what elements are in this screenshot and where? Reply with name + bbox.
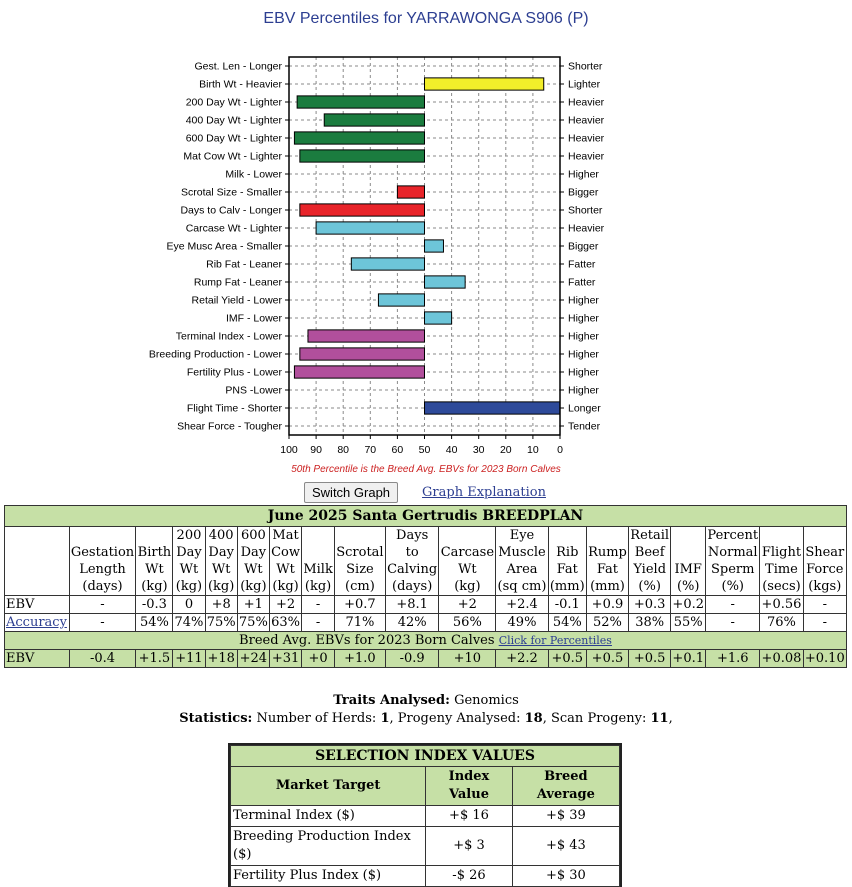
x-tick-label: 10: [527, 444, 539, 456]
index-breed-average: +$ 43: [512, 827, 619, 866]
trait-label-right: Lighter: [568, 78, 601, 91]
accuracy-value: 76%: [760, 614, 803, 632]
breed-avg-value: +0.08: [761, 651, 802, 666]
scan-label: Scan Progeny:: [551, 711, 647, 726]
trait-label-right: Heavier: [568, 132, 605, 145]
ebv-value: +8.1: [385, 596, 439, 614]
chart-footnote: 50th Percentile is the Breed Avg. EBVs for 2023 Born Calves: [291, 464, 561, 475]
ebv-column-header: Carcase Wt (kg): [439, 527, 496, 596]
ebv-column-header: 200 Day Wt (kg): [173, 527, 205, 596]
accuracy-value: 75%: [206, 615, 236, 630]
trait-label-right: Fatter: [568, 276, 596, 289]
breed-avg-value: +0.5: [548, 650, 586, 668]
bar: [397, 186, 424, 198]
ebv-row-label: EBV: [5, 596, 70, 614]
trait-label-left: Retail Yield - Lower: [191, 294, 282, 307]
index-target: Fertility Plus Index ($): [231, 866, 426, 887]
accuracy-value: 74%: [174, 615, 204, 630]
bar: [300, 348, 425, 360]
selection-index-row: [231, 827, 620, 866]
bar: [425, 240, 444, 252]
ebv-value: +0.9: [586, 596, 628, 614]
trait-label-right: Heavier: [568, 96, 605, 109]
trait-label-left: Rib Fat - Leaner: [206, 258, 282, 271]
index-target: Terminal Index ($): [231, 806, 426, 827]
accuracy-value: 71%: [335, 614, 386, 632]
ebv-row: [5, 596, 847, 614]
ebv-value: -0.3: [136, 596, 173, 614]
statistics: Statistics: Number of Herds: 1, Progeny Analysed: 18, Scan Progeny: 11,: [179, 711, 673, 726]
accuracy-value: 63%: [271, 615, 301, 630]
ebv-column-header: Flight Time (secs): [760, 527, 803, 596]
col-market-target: Market Target: [231, 767, 426, 806]
trait-label-right: Higher: [568, 384, 599, 397]
breed-avg-value: +0.10: [804, 651, 845, 666]
x-tick-label: 20: [499, 444, 512, 456]
ebv-value: -0.1: [548, 596, 586, 614]
trait-label-right: Bigger: [568, 240, 599, 253]
index-breed-average: +$ 39: [512, 806, 619, 827]
x-tick-label: 40: [445, 444, 458, 456]
trait-label-left: Shear Force - Tougher: [177, 420, 282, 433]
trait-label-left: 400 Day Wt - Lighter: [185, 114, 282, 127]
ebv-column-header: Gestation Length (days): [69, 527, 136, 596]
percentiles-link[interactable]: Click for Percentiles: [498, 634, 612, 647]
accuracy-value: 75%: [238, 615, 268, 630]
accuracy-row: [5, 614, 847, 632]
col-breed-average: Breed Average: [512, 767, 619, 806]
accuracy-value: 54%: [548, 614, 586, 632]
ebv-table-title: June 2025 Santa Gertrudis BREEDPLAN: [5, 506, 847, 527]
breed-avg-value: -0.9: [385, 650, 439, 668]
breed-avg-value: +11: [173, 650, 205, 668]
traits-analysed: [0, 693, 852, 708]
index-target: Breeding Production Index ($): [231, 827, 426, 866]
accuracy-value: 52%: [586, 614, 628, 632]
ebv-column-header: Days to Calving (days): [387, 528, 438, 594]
trait-label-left: Scrotal Size - Smaller: [181, 186, 282, 199]
x-tick-label: 0: [557, 444, 563, 456]
accuracy-value: 55%: [671, 614, 706, 632]
trait-label-left: Breeding Production - Lower: [148, 348, 282, 361]
ebv-column-header: IMF (%): [671, 527, 706, 596]
breed-avg-value: -0.4: [69, 650, 136, 668]
trait-label-left: 600 Day Wt - Lighter: [185, 132, 282, 145]
ebv-column-header: Percent Normal Sperm (%): [707, 528, 759, 594]
ebv-value: +0.7: [335, 596, 386, 614]
breed-avg-row-label: EBV: [5, 650, 70, 668]
ebv-column-header: Mat Cow Wt (kg): [271, 528, 301, 594]
chart-controls: [304, 481, 546, 503]
ebv-column-header: Rib Fat (mm): [548, 527, 586, 596]
breed-avg-value: +10: [439, 650, 496, 668]
breed-avg-title: [5, 632, 847, 650]
trait-label-left: Carcase Wt - Lighter: [185, 222, 282, 235]
ebv-value: -: [803, 596, 846, 614]
scan-value: 11: [650, 711, 669, 726]
x-tick-label: 80: [337, 444, 350, 456]
bar: [425, 402, 561, 414]
ebv-value: -: [706, 596, 760, 614]
index-value: -$ 26: [426, 866, 513, 887]
trait-label-left: Gest. Len - Longer: [194, 60, 282, 73]
breed-avg-title-row: [5, 632, 847, 650]
bar: [300, 204, 425, 216]
ebv-value: +0.3: [629, 596, 671, 614]
trait-label-right: Higher: [568, 168, 599, 181]
accuracy-value: -: [302, 614, 335, 632]
trait-label-right: Higher: [568, 330, 599, 343]
trait-label-left: Birth Wt - Heavier: [199, 78, 282, 91]
trait-label-left: IMF - Lower: [225, 312, 282, 325]
accuracy-value: 38%: [629, 614, 671, 632]
trait-label-right: Higher: [568, 294, 599, 307]
traits-analysed-label: Traits Analysed:: [333, 693, 450, 708]
index-value: +$ 3: [426, 827, 513, 866]
breed-avg-value: +0.5: [586, 650, 628, 668]
trait-label-left: Days to Calv - Longer: [180, 204, 282, 217]
accuracy-value: 54%: [136, 614, 173, 632]
bar: [378, 294, 424, 306]
ebv-value: +8: [205, 596, 237, 614]
x-tick-label: 70: [364, 444, 377, 456]
accuracy-value: 42%: [385, 614, 439, 632]
x-tick-label: 90: [310, 444, 322, 456]
trait-label-right: Higher: [568, 348, 599, 361]
bar: [425, 312, 452, 324]
herds-label: Number of Herds:: [256, 711, 377, 726]
col-index-value: Index Value: [426, 767, 513, 806]
ebv-table: [4, 505, 847, 668]
breed-avg-value: +2.2: [496, 650, 548, 668]
graph-explanation-link[interactable]: Graph Explanation: [422, 484, 546, 500]
bar: [308, 330, 425, 342]
ebv-value: +0.2: [672, 597, 704, 612]
progeny-value: 18: [524, 711, 543, 726]
ebv-title-row: [5, 506, 847, 527]
bar: [425, 78, 544, 90]
trait-label-right: Heavier: [568, 222, 605, 235]
accuracy-row-label: [5, 614, 70, 632]
trait-label-right: Fatter: [568, 258, 596, 271]
breed-avg-value: +24: [237, 650, 269, 668]
x-tick-label: 50: [418, 444, 431, 456]
selection-index-title: SELECTION INDEX VALUES: [231, 746, 620, 767]
bar: [297, 96, 424, 108]
ebv-value: +0.56: [761, 597, 802, 612]
traits-analysed-value: Genomics: [454, 693, 519, 708]
trait-label-left: Flight Time - Shorter: [186, 402, 282, 415]
breed-avg-value: +31: [269, 650, 301, 668]
herds-value: 1: [380, 711, 390, 726]
index-breed-average: +$ 30: [512, 866, 619, 887]
accuracy-value: -: [803, 614, 846, 632]
trait-label-left: Milk - Lower: [225, 168, 282, 181]
trait-label-right: Tender: [568, 420, 601, 433]
ebv-value: +1: [237, 596, 269, 614]
breed-avg-row: [5, 650, 847, 668]
trait-label-right: Shorter: [568, 60, 603, 73]
bar: [324, 114, 424, 126]
ebv-value: +2: [439, 596, 496, 614]
ebv-column-header: 400 Day Wt (kg): [205, 527, 237, 596]
accuracy-value: -: [706, 614, 760, 632]
breed-avg-value: +1.6: [706, 650, 760, 668]
trait-label-right: Higher: [568, 312, 599, 325]
breed-avg-title-text: Breed Avg. EBVs for 2023 Born Calves: [239, 633, 499, 648]
breed-avg-value: +1.0: [335, 650, 386, 668]
bar: [300, 150, 425, 162]
trait-label-left: Fertility Plus - Lower: [186, 366, 282, 379]
selection-index-row: [231, 806, 620, 827]
trait-label-right: Bigger: [568, 186, 599, 199]
trait-label-right: Higher: [568, 366, 599, 379]
x-tick-label: 60: [391, 444, 404, 456]
switch-graph-button[interactable]: Switch Graph: [304, 482, 398, 503]
ebv-column-header: Eye Muscle Area (sq cm): [497, 528, 547, 594]
ebv-column-header: Birth Wt (kg): [136, 527, 173, 596]
ebv-header-row: [5, 527, 847, 596]
trait-label-left: Eye Musc Area - Smaller: [166, 240, 282, 253]
ebv-value: -: [302, 596, 335, 614]
progeny-label: Progeny Analysed:: [397, 711, 521, 726]
ebv-column-header: Scrotal Size (cm): [335, 527, 386, 596]
accuracy-value: -: [69, 614, 136, 632]
bar: [316, 222, 424, 234]
trait-label-left: Terminal Index - Lower: [175, 330, 282, 343]
x-tick-label: 100: [280, 444, 298, 456]
breed-avg-value: +1.5: [136, 650, 173, 668]
trait-label-left: 200 Day Wt - Lighter: [185, 96, 282, 109]
selection-index-row: [231, 866, 620, 887]
accuracy-link[interactable]: Accuracy: [6, 615, 67, 630]
trait-label-left: PNS -Lower: [225, 384, 282, 397]
bar: [294, 366, 424, 378]
selection-index-table: [230, 745, 620, 887]
breed-avg-value: +0.5: [629, 650, 671, 668]
breed-avg-value: +18: [205, 650, 237, 668]
breed-avg-value: +0: [302, 650, 335, 668]
index-value: +$ 16: [426, 806, 513, 827]
ebv-column-header: Rump Fat (mm): [586, 527, 628, 596]
ebv-value: -: [69, 596, 136, 614]
bar: [294, 132, 424, 144]
ebv-column-header: Retail Beef Yield (%): [630, 528, 670, 594]
trait-label-right: Heavier: [568, 150, 605, 163]
trait-label-left: Mat Cow Wt - Lighter: [183, 150, 282, 163]
trait-label-right: Shorter: [568, 204, 603, 217]
ebv-header-corner: [5, 527, 70, 596]
ebv-value: 0: [173, 596, 205, 614]
accuracy-value: 49%: [496, 614, 548, 632]
breed-avg-value: +0.1: [672, 651, 704, 666]
ebv-column-header: Milk (kg): [302, 527, 335, 596]
trait-label-left: Rump Fat - Leaner: [193, 276, 282, 289]
chart-title: EBV Percentiles for YARRAWONGA S906 (P): [263, 10, 589, 27]
ebv-value: +2: [269, 596, 301, 614]
bar: [425, 276, 466, 288]
x-tick-label: 30: [472, 444, 485, 456]
accuracy-value: 56%: [439, 614, 496, 632]
trait-label-right: Heavier: [568, 114, 605, 127]
bar: [351, 258, 424, 270]
ebv-column-header: 600 Day Wt (kg): [237, 527, 269, 596]
statistics-label: Statistics:: [179, 711, 253, 726]
ebv-value: +2.4: [496, 596, 548, 614]
trait-label-right: Longer: [568, 402, 601, 415]
ebv-column-header: Shear Force (kgs): [803, 527, 846, 596]
